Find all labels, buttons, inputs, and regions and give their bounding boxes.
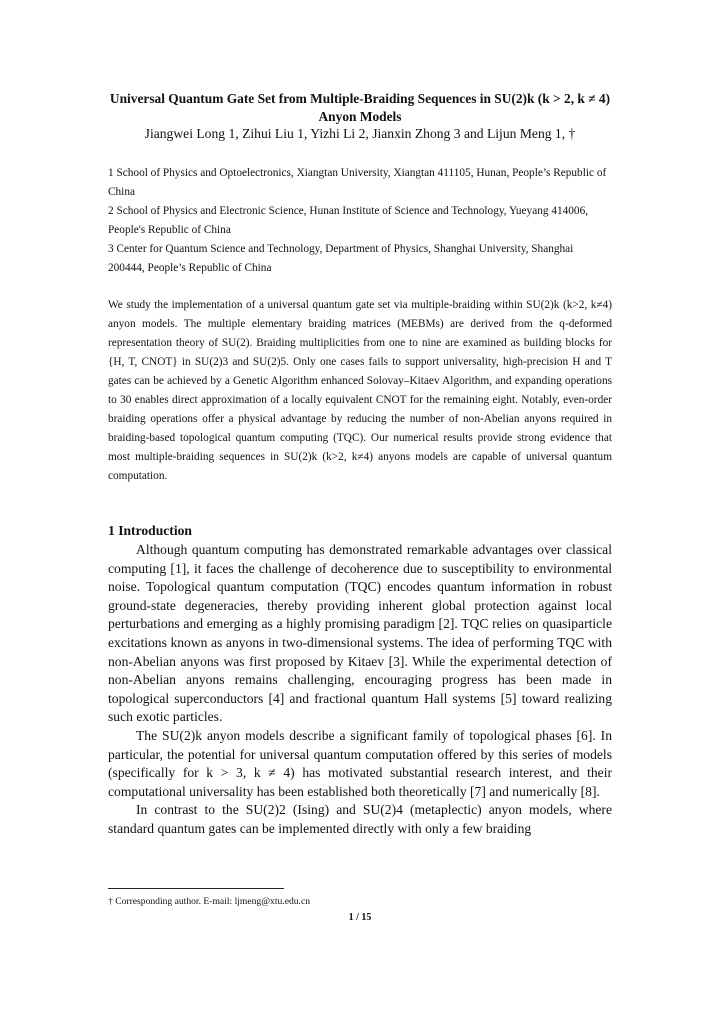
corresponding-author-footnote: † Corresponding author. E-mail: ljmeng@xtu.edu.cn: [108, 896, 311, 907]
paragraph-2: The SU(2)k anyon models describe a significant family of topological phases [6]. In particular, the potential for universal quantum computation offered by this series of models (specifically for k > 3, k ≠ 4) has motivated substantial research interest, and their computational universality has been established both theoretically [7] and numerically [8].: [108, 727, 612, 799]
abstract: We study the implementation of a universal quantum gate set via multiple-braiding within SU(2)k (k>2, k≠4) anyon models. The multiple elementary braiding matrices (MEBMs) are derived from the q-deformed representation theory of SU(2). Braiding multiplicities from one to nine are examined as building blocks for {H, T, CNOT} in SU(2)3 and SU(2)5. Only one cases fails to support universality, high-precision H and T gates can be achieved by a Genetic Algorithm enhanced Solovay–Kitaev Algorithm, and expanding operations to 30 enables direct approximation of a locally equivalent CNOT for the remaining eight. Notably, even-order braiding operations offer a physical advantage by reducing the number of non-Abelian anyons required in braiding-based topological quantum computing (TQC). Our numerical results provide strong evidence that most multiple-braiding sequences in SU(2)k (k>2, k≠4) anyons models are capable of universal quantum computation.: [108, 299, 612, 482]
introduction-body: [108, 541, 612, 839]
title-line-1: Universal Quantum Gate Set from Multiple-Braiding Sequences in SU(2)k (k > 2, k ≠ 4): [109, 91, 611, 106]
page-number: 1 / 15: [348, 912, 372, 923]
affiliation-1: 1 School of Physics and Optoelectronics, Xiangtan University, Xiangtan 411105, Hunan, People’s Republic of China: [108, 167, 607, 198]
paragraph-3: In contrast to the SU(2)2 (Ising) and SU(2)4 (metaplectic) anyon models, where standard quantum gates can be implemented directly with only a few braiding: [108, 802, 612, 836]
affiliation-2: 2 School of Physics and Electronic Science, Hunan Institute of Science and Technology, Yueyang 414006, People's Republic of China: [108, 205, 589, 236]
author-list: Jiangwei Long 1, Zihui Liu 1, Yizhi Li 2, Jianxin Zhong 3 and Lijun Meng 1, †: [144, 126, 576, 141]
paper-title: [108, 90, 612, 126]
footnote-divider: [108, 888, 284, 889]
section-heading-introduction: 1 Introduction: [108, 523, 192, 538]
affiliation-3: 3 Center for Quantum Science and Technology, Department of Physics, Shanghai University, Shanghai 200444, People’s Republic of China: [108, 243, 574, 274]
affiliations: [108, 164, 612, 278]
title-line-2: Anyon Models: [318, 109, 402, 124]
paragraph-1: Although quantum computing has demonstrated remarkable advantages over classical computing [1], it faces the challenge of decoherence due to susceptibility to environmental noise. Topological quantum computation (TQC) encodes quantum information in robust ground-state degeneracies, thereby providing inherent global protection against local perturbations and emerging as a highly promising paradigm [2]. TQC relies on quasiparticle excitations known as anyons in two-dimensional systems. The idea of performing TQC with non-Abelian anyons was first proposed by Kitaev [3]. While the experimental detection of non-Abelian anyons remains challenging, encouraging progress has been made in topological superconductors [4] and fractional quantum Hall systems [5] toward realizing such exotic particles.: [108, 542, 612, 725]
